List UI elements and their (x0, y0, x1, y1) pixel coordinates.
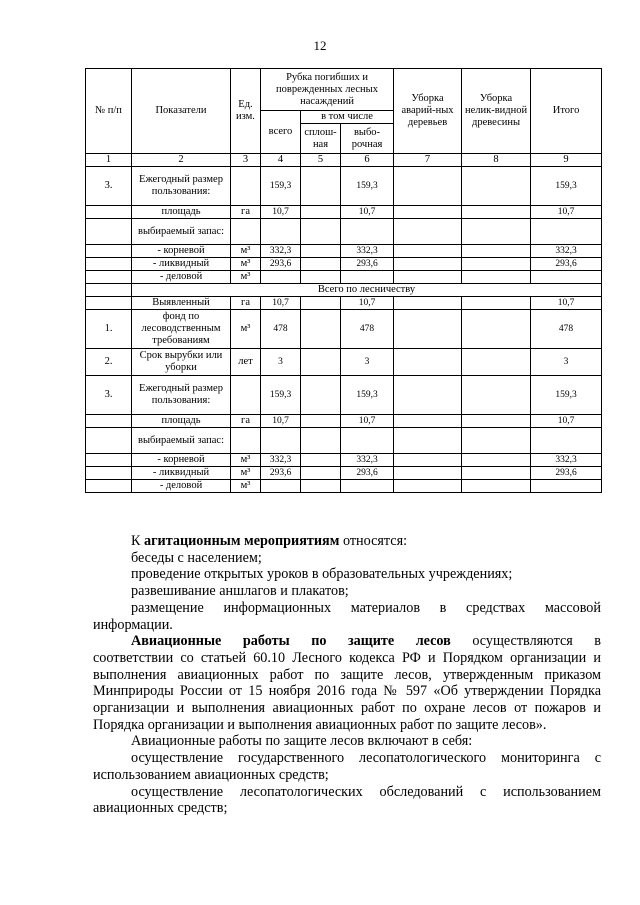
cell-selective (341, 480, 394, 493)
table-row (86, 258, 602, 271)
row-num (86, 428, 132, 454)
cell-total: 10,7 (261, 415, 301, 428)
row-num (86, 245, 132, 258)
row-unit: м³ (231, 310, 261, 349)
cell-itogo (531, 271, 602, 284)
cell-emergency (394, 415, 462, 428)
row-unit: м³ (231, 467, 261, 480)
cell-selective (341, 271, 394, 284)
col-number: 7 (394, 154, 462, 167)
cell-total: 3 (261, 349, 301, 376)
list-item-cont: информации. (93, 616, 173, 633)
cell-itogo (531, 428, 602, 454)
row-num (86, 480, 132, 493)
cell-itogo: 10,7 (531, 297, 602, 310)
cell-emergency (394, 167, 462, 206)
cell-emergency (394, 467, 462, 480)
cell-clear (301, 376, 341, 415)
cell-selective: 293,6 (341, 467, 394, 480)
cell-clear (301, 310, 341, 349)
section-title: Всего по лесничеству (132, 284, 602, 297)
row-label: выбираемый запас: (132, 219, 231, 245)
row-unit (231, 219, 261, 245)
row-label: - ликвидный (132, 467, 231, 480)
table-row (86, 415, 602, 428)
cell-nonliquid (462, 467, 531, 480)
cell-nonliquid (462, 480, 531, 493)
cell-itogo: 159,3 (531, 167, 602, 206)
body-text (93, 533, 601, 817)
paragraph-aviation-cont: соответствии со статьей 60.10 Лесного кодекса РФ и Порядком организации и выполнения авиационных работ по защите лесов, утвержденным приказом Минприроды России от 15 ноября 2016 года № 597 «Об утверждении Порядка организации и выполнения авиационных работ по охране лесов от пожаров и Порядка организации и выполнения авиационных работ по защите лесов». (93, 649, 601, 733)
cell-clear (301, 219, 341, 245)
cell-total (261, 219, 301, 245)
cell-itogo: 10,7 (531, 206, 602, 219)
row-unit: га (231, 206, 261, 219)
cell-itogo: 332,3 (531, 454, 602, 467)
cell-selective: 332,3 (341, 454, 394, 467)
cell-emergency (394, 376, 462, 415)
cell-total: 332,3 (261, 245, 301, 258)
table-row (86, 310, 602, 349)
header-itogo: Итого (531, 69, 602, 154)
cell-total: 159,3 (261, 376, 301, 415)
row-label: Ежегодный размер пользования: (132, 376, 231, 415)
row-unit (231, 428, 261, 454)
row-label: фонд по лесоводственным требованиям (132, 310, 231, 349)
header-felling-group: Рубка погибших и поврежденных лесных насаждений (261, 69, 394, 111)
cell-emergency (394, 245, 462, 258)
cell-total: 293,6 (261, 258, 301, 271)
row-num (86, 415, 132, 428)
col-number: 8 (462, 154, 531, 167)
table-row (86, 219, 602, 245)
list-item: осуществление государственного лесопатологического мониторинга с использованием авиационных средств; (93, 750, 601, 783)
paragraph-includes: Авиационные работы по защите лесов включают в себя: (131, 733, 473, 750)
cell-nonliquid (462, 271, 531, 284)
table-row (86, 480, 602, 493)
cell-nonliquid (462, 206, 531, 219)
row-unit: га (231, 297, 261, 310)
cell-itogo: 332,3 (531, 245, 602, 258)
cell-nonliquid (462, 219, 531, 245)
header-nonliquid: Уборка нелик-видной древесины (462, 69, 531, 154)
col-number: 3 (231, 154, 261, 167)
header-incl: в том числе (301, 111, 394, 124)
col-number: 4 (261, 154, 301, 167)
row-label: площадь (132, 206, 231, 219)
cell-clear (301, 454, 341, 467)
cell-nonliquid (462, 454, 531, 467)
cell-selective: 159,3 (341, 376, 394, 415)
row-label: - корневой (132, 245, 231, 258)
col-number: 5 (301, 154, 341, 167)
row-unit: га (231, 415, 261, 428)
row-unit: м³ (231, 454, 261, 467)
header-total: всего (261, 111, 301, 154)
table-row (86, 245, 602, 258)
cell-itogo: 293,6 (531, 258, 602, 271)
cell-selective: 3 (341, 349, 394, 376)
col-number: 9 (531, 154, 602, 167)
table-row (86, 467, 602, 480)
cell-nonliquid (462, 258, 531, 271)
row-num (86, 271, 132, 284)
list-item: развешивание аншлагов и плакатов; (131, 583, 349, 600)
cell-total: 478 (261, 310, 301, 349)
cell-nonliquid (462, 349, 531, 376)
cell-clear (301, 428, 341, 454)
cell-itogo: 478 (531, 310, 602, 349)
cell-emergency (394, 271, 462, 284)
paragraph-agitation: К агитационным мероприятиям относятся: (131, 533, 408, 549)
row-num (86, 467, 132, 480)
cell-emergency (394, 480, 462, 493)
cell-selective (341, 219, 394, 245)
table-row (86, 428, 602, 454)
row-unit: м³ (231, 245, 261, 258)
table-row (86, 376, 602, 415)
col-number: 6 (341, 154, 394, 167)
cell-selective: 293,6 (341, 258, 394, 271)
cell-selective: 478 (341, 310, 394, 349)
cell-nonliquid (462, 167, 531, 206)
cell-itogo: 10,7 (531, 415, 602, 428)
cell-total: 293,6 (261, 467, 301, 480)
cell-clear (301, 467, 341, 480)
cell-emergency (394, 206, 462, 219)
cell-emergency (394, 310, 462, 349)
row-num: 2. (86, 349, 132, 376)
table-row (86, 206, 602, 219)
cell-itogo (531, 219, 602, 245)
table-row (86, 454, 602, 467)
cell-emergency (394, 219, 462, 245)
cell-nonliquid (462, 310, 531, 349)
cell-total: 10,7 (261, 297, 301, 310)
col-number: 1 (86, 154, 132, 167)
row-num (86, 258, 132, 271)
cell-nonliquid (462, 415, 531, 428)
cell-total: 10,7 (261, 206, 301, 219)
cell-emergency (394, 297, 462, 310)
page-number: 12 (313, 38, 327, 53)
cell-itogo (531, 480, 602, 493)
cell-emergency (394, 454, 462, 467)
row-num: 3. (86, 376, 132, 415)
row-label: площадь (132, 415, 231, 428)
cell-selective: 10,7 (341, 297, 394, 310)
cell-total: 332,3 (261, 454, 301, 467)
cell-total (261, 428, 301, 454)
cell-clear (301, 297, 341, 310)
bold-term: Авиационные работы по защите лесов (131, 633, 451, 650)
bold-term: агитационным мероприятиям (144, 533, 340, 549)
row-unit (231, 167, 261, 206)
cell-emergency (394, 349, 462, 376)
row-label: - ликвидный (132, 258, 231, 271)
cell-selective: 159,3 (341, 167, 394, 206)
cell-clear (301, 480, 341, 493)
table-row (86, 349, 602, 376)
row-label: - корневой (132, 454, 231, 467)
cell-nonliquid (462, 428, 531, 454)
cell-total: 159,3 (261, 167, 301, 206)
cell-clear (301, 271, 341, 284)
cell-selective: 10,7 (341, 206, 394, 219)
row-label: Ежегодный размер пользования: (132, 167, 231, 206)
col-number: 2 (132, 154, 231, 167)
list-item: проведение открытых уроков в образовательных учреждениях; (131, 566, 513, 583)
list-item: осуществление лесопатологических обследований с использованием авиационных средств; (93, 783, 601, 817)
header-selective: выбо-рочная (341, 124, 394, 154)
cell-selective: 332,3 (341, 245, 394, 258)
cell-clear (301, 415, 341, 428)
row-label: выбираемый запас: (132, 428, 231, 454)
header-indicator: Показатели (132, 69, 231, 154)
row-unit: м³ (231, 258, 261, 271)
cell-nonliquid (462, 297, 531, 310)
cell-emergency (394, 428, 462, 454)
cell-nonliquid (462, 376, 531, 415)
cell-itogo: 293,6 (531, 467, 602, 480)
section-row (86, 284, 602, 297)
row-unit (231, 376, 261, 415)
header-num: № п/п (86, 69, 132, 154)
row-num: 1. (86, 310, 132, 349)
list-item: беседы с населением; (131, 549, 262, 566)
cell-total (261, 480, 301, 493)
row-label: Выявленный (132, 297, 231, 310)
cell-emergency (394, 258, 462, 271)
row-label: Срок вырубки или уборки (132, 349, 231, 376)
row-unit: лет (231, 349, 261, 376)
cell-itogo: 3 (531, 349, 602, 376)
paragraph-aviation: Авиационные работы по защите лесов осуществляются в (131, 633, 601, 650)
cell-itogo: 159,3 (531, 376, 602, 415)
cell-clear (301, 258, 341, 271)
row-label: - деловой (132, 480, 231, 493)
cell-clear (301, 245, 341, 258)
header-emergency: Уборка аварий-ных деревьев (394, 69, 462, 154)
header-unit: Ед. изм. (231, 69, 261, 154)
row-num (86, 454, 132, 467)
cell-clear (301, 349, 341, 376)
row-num: 3. (86, 167, 132, 206)
column-numbers-row (86, 154, 602, 167)
forest-data-table (85, 68, 602, 493)
row-unit: м³ (231, 271, 261, 284)
list-item: размещение информационных материалов в средствах массовой (131, 599, 601, 616)
row-num (86, 297, 132, 310)
header-clear: сплош-ная (301, 124, 341, 154)
row-num (86, 219, 132, 245)
table-row (86, 167, 602, 206)
cell-clear (301, 167, 341, 206)
cell-selective (341, 428, 394, 454)
cell-total (261, 271, 301, 284)
table-row (86, 297, 602, 310)
row-unit: м³ (231, 480, 261, 493)
cell-selective: 10,7 (341, 415, 394, 428)
table-row (86, 271, 602, 284)
cell-nonliquid (462, 245, 531, 258)
cell-clear (301, 206, 341, 219)
row-label: - деловой (132, 271, 231, 284)
row-num (86, 206, 132, 219)
